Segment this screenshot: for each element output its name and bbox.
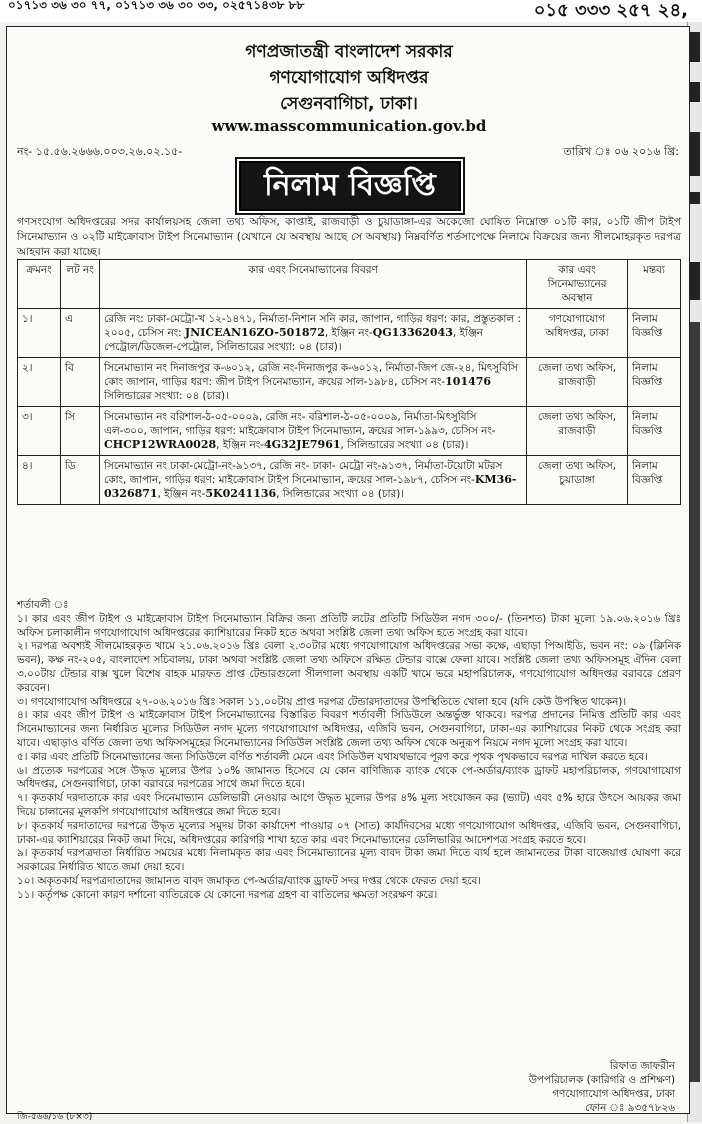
term-item: ৩। গণযোগাযোগ অধিদপ্তরে ২৭-০৬.২০১৬ খ্রিঃ সকাল ১১.০০টায় প্রাপ্ত দরপত্র টেন্ডারদাতাদের উপস্থিতিতে খোলা হবে (যদি কেউ উপস্থিত থাকেন)।: [17, 695, 627, 708]
row-remark: নিলাম বিজ্ঞপ্তি: [628, 358, 681, 407]
intro-paragraph: গণসংযোগ অধিদপ্তরের সদর কার্যালয়সহ জেলা তথ্য অফিস, কাপ্তাই, রাজবাড়ী ও চুয়াডাঙ্গা-এর অকেজো ঘোষিত নিম্নোক্ত ০১টি কার, ০১টি জীপ টাইপ সিনেমাভ্যান ও ০২টি মাইক্রোবাস টাইপ সিনেমাভ্যান (যেখানে যে অবস্থায় আছে সে অবস্থায়) নিম্নবর্ণিত শর্তসাপেক্ষে নিলামে বিক্রয়ের জন্য সীলমোহরকৃত দরপত্র আহবান করা যাচ্ছে।: [17, 216, 681, 258]
top-strip: [0, 0, 702, 22]
term-item: ৭। কৃতকার্য দরদাতাকে কার এবং সিনেমাভ্যান ডেলিভারী নেওয়ার আগে উদ্ধৃত মূল্যের উপর ৪% মূল্য সংযোজন কর (ভ্যাট) এবং ৫% হারে উৎসে আয়কর জমা দিয়ে চালানের মূলকপি গণযোগাযোগ অধিদপ্তরে জমা দিতে হবে।: [17, 792, 681, 818]
header-remark: মন্তব্য: [628, 260, 681, 309]
footer-code: জি-৫৬৬/১৬ (৮×৩): [17, 1112, 93, 1122]
row-remark: নিলাম বিজ্ঞপ্তি: [628, 407, 681, 456]
row-description: সিনেমাভ্যান নং ঢাকা-মেট্রো-নং-৯১৩৭, রেজি নং- ঢাকা- মেট্রো নং-৯১৩৭, নির্মাতা-টয়োটা মটরস কোং, জাপান, গাড়ির ধরণ: মাইক্রোবাস টাইপ সিনেমাভ্যান, ক্রয়ের সাল-১৯৮৭, চেসিস নং-KM36-0326871, ইঞ্জিন নং-5K0241136, সিলিন্ডারের সংখ্যা ০৪ (চার)।: [100, 456, 527, 505]
row-remark: নিলাম বিজ্ঞপ্তি: [628, 456, 681, 505]
row-location: জেলা তথ্য অফিস, রাজবাড়ী: [527, 407, 628, 456]
engine-number: 5K0241136: [205, 487, 277, 500]
table-row: [18, 407, 681, 456]
term-item: ৯। কৃতকার্য দরপত্রদাতা নির্ধারিত সময়ের মধ্যে নিলামকৃত কার এবং সিনেমাভ্যানের মূল্য বাবদ টাকা জমা দিতে ব্যর্থ হলে জামানতের টাকা বাজেয়াপ্ত ঘোষণা করে সরকারের নির্ধারিত খাতে জমা দেয়া হবে।: [17, 847, 681, 874]
memo-number: নং- ১৫.৫৬.২৬৬৬.০০৩.২৬.০২.১৫-: [17, 145, 183, 158]
header-website: www.masscommunication.gov.bd: [211, 117, 487, 135]
term-item: ১১। কর্তৃপক্ষ কোনো কারণ দর্শানো ব্যতিরেকে যে কোনো দরপত্র গ্রহণ বা বাতিলের ক্ষমতা সংরক্ষণ করে।: [17, 888, 438, 901]
term-item: ৬। প্রত্যেক দরপত্রের সঙ্গে উদ্ধৃত মূল্যের উপর ১০% জামানত হিসেবে যে কোন বাণিজ্যিক ব্যাংক থেকে পে-অর্ডার/ব্যাংক ড্রাফট মহাপরিচালক, গণযোগাযোগ অধিদপ্তর, সেগুনবাগিচা, ঢাকা বরাবরে দরপত্রের সাথে জমা দিতে হবে।: [17, 764, 681, 791]
header-address: সেগুনবাগিচা, ঢাকা।: [280, 94, 418, 114]
engine-number: 4G32JE7961: [263, 438, 341, 451]
row-description: সিনেমাভ্যান নং বরিশাল-ঠ-০৫-০০০৯, রেজি নং- বরিশাল-ঠ-০৫-০০০৯, নির্মাতা-মিৎসুবিসি এল-৩০০, জাপান, গাড়ির ধরণ: মাইক্রোবাস টাইপ সিনেমাভ্যান, ক্রয়ের সাল-১৯৯৩, চেসিস নং-CHCP12WRA0028, ইঞ্জিন নং-4G32JE7961, সিলিন্ডারের সংখ্যা ০৪ (চার)।: [100, 407, 527, 456]
term-item: ৫। কার এবং প্রতিটি সিনেমাভ্যানের জন্য সিডিউলে বর্ণিত শর্তাবলী মেনে এবং সিডিউল যথাযথভাবে পূরণ করে পৃথক পৃথকভাবে দরপত্র দাখিল করতে হবে।: [17, 750, 648, 763]
header-serial: ক্রমনং: [18, 260, 61, 309]
row-description: রেজি নং: ঢাকা-মেট্রো-খ ১২-১৪৭১, নির্মাতা-নিশান সনি কার, জাপান, গাড়ির ধরণ: কার, প্রস্তুতকাল : ২০০৫, চেসিস নং: JNICEAN16ZO-501872, ইঞ্জিন নং-QG13362043, ইঞ্জিন পেট্রোল/ডিজেল-পেট্রোল, সিলিন্ডারের সংখ্যা: ০৪ (চার)।: [100, 309, 527, 358]
row-serial: ২।: [18, 358, 61, 407]
signatory-name: রিফাত জাফরীন: [609, 1060, 675, 1072]
header-lot: লট নং: [61, 260, 100, 309]
row-location: জেলা তথ্য অফিস, রাজবাড়ী: [527, 358, 628, 407]
row-lot: বি: [61, 358, 100, 407]
header-description: কার এবং সিনেমাভ্যানের বিবরণ: [100, 260, 527, 309]
chassis-number: CHCP12WRA0028: [104, 438, 217, 451]
row-location: জেলা তথ্য অফিস, চুয়াডাঙ্গা: [527, 456, 628, 505]
row-description: সিনেমাভ্যান নং দিনাজপুর ক-৬০১২, রেজি নং-দিনাজপুর ক-৬০১২, নির্মাতা-জিপ জে-২৪, মিৎসুবিসি কোং জাপান, গাড়ির ধরণ: জীপ টাইপ সিনেমাভ্যান, ক্রয়ের সাল-১৯৮৪, চেসিস নং-101476 সিলিন্ডারের সংখ্যা: ০৪ (চার)।: [100, 358, 527, 407]
row-remark: নিলাম বিজ্ঞপ্তি: [628, 309, 681, 358]
chassis-number: KM36-0326871: [104, 473, 517, 500]
chassis-number: 101476: [445, 375, 492, 388]
terms-heading: শর্তাবলী ঃ: [17, 599, 69, 611]
row-serial: ৩।: [18, 407, 61, 456]
top-strip-right-text: ০১৫ ৩৩৩ ২৫৭ ২৪,: [533, 0, 688, 21]
term-item: ১। কার এবং জীপ টাইপ ও মাইক্রোবাস টাইপ সিনেমাভ্যান বিক্রির জন্য প্রতিটি লটের প্রতিটি সিডিউল নগদ ৩০০/- (তিনশত) টাকা মূল্যে ১৯.০৬.২০১৬ খ্রিঃ অফিস চলাকালীন গণযোগাযোগ অধিদপ্তরের ক্যাশিয়ারের নিকট হতে অথবা সংশ্লিষ্ট জেলা তথ্য অফিস হতে সংগ্রহ করা যাবে।: [17, 612, 681, 639]
term-item: ৪। কার এবং জীপ টাইপ ও মাইক্রোবাস টাইপ সিনেমাভ্যানের বিস্তারিত বিবরণ শর্তাবলী সিডিউলে অন্তর্ভুক্ত থাকবে। দরপত্র প্রদানের নিমিত্ত প্রতিটি কার এবং সিনেমাভ্যানের জন্য নির্ধারিত মূল্যের সিডিউল নগদ মূল্যে গণযোগাযোগ অধিদপ্তর, এজিবি ভবন, সেগুনবাগিচা, ঢাকা-এর ক্যাশিয়ারের নিকট থেকে সংগ্রহ করা যাবে। এছাড়াও বর্ণিত জেলা তথ্য অফিসসমূহের সিনেমাভ্যানের সিডিউল সংশ্লিষ্ট জেলা তথ্য অফিস থেকে অনুরূপ নিয়মে নগদ মূল্যে সংগ্রহ করা যাবে।: [17, 709, 681, 749]
row-lot: ডি: [61, 456, 100, 505]
signatory-phone: ফোন ঃ ৯৩৫৭৮২৬: [585, 1102, 675, 1114]
term-item: ২। দরপত্র অবশ্যই সীলমোহরকৃত খামে ২১.০৬.২০১৬ খ্রিঃ বেলা ২.৩০টার মধ্যে গণযোগাযোগ অধিদপ্তরের সভা কক্ষে, এছাড়া পিআইডি, ভবন নং: ০৯ (ক্লিনিক ভবন), কক্ষ নং-২০৫, বাংলাদেশ সচিবালয়, ঢাকা অথবা সংশ্লিষ্ট জেলা তথ্য অফিসে রক্ষিত টেন্ডার বাক্সে ফেলা যাবে। সংশ্লিষ্ট জেলা তথ্য অফিসসমূহ ঐদিন বেলা ৩.০০টায় টেন্ডার বাক্স খুলে বিশেষ বাহক মারফত প্রাপ্ত টেন্ডারগুলো সীলগালা অবস্থায় একটি খামে ভরে মহাপরিচালক, গণযোগাযোগ অধিদপ্তর বরাবরে প্রেরণ করবেন।: [17, 640, 681, 694]
row-location: গণযোগাযোগ অধিদপ্তর, ঢাকা: [527, 309, 628, 358]
table-header-row: [18, 260, 681, 309]
table-row: [18, 309, 681, 358]
row-lot: সি: [61, 407, 100, 456]
row-lot: এ: [61, 309, 100, 358]
top-strip-left-text: ০১৭১৩ ৩৬ ৩০ ৭৭, ০১৭১৩ ৩৬ ৩০ ৩৩, ০২৫৭১৪৩৮ ৮৮: [8, 0, 305, 12]
signatory-office: গণযোগাযোগ অধিদপ্তর, ঢাকা: [552, 1088, 675, 1100]
notice-page: [6, 26, 690, 1122]
chassis-number: JNICEAN16ZO-501872: [184, 326, 325, 339]
terms-section: [17, 599, 681, 903]
notice-date: তারিখ ঃ ০৬ ২০১৬ খ্রি:: [563, 145, 679, 158]
table-row: [18, 358, 681, 407]
signatory-designation: উপপরিচালক (কারিগরি ও প্রশিক্ষণ): [528, 1074, 675, 1086]
header-department: গণযোগাযোগ অধিদপ্তর: [269, 68, 429, 88]
row-serial: ৪।: [18, 456, 61, 505]
term-item: ৮। কৃতকার্য দরদাতাদের দরপত্রে উদ্ধৃত মূল্যের সমুদয় টাকা কার্যাদেশ পাওয়ার ০৭ (সাত) কার্যদিবসের মধ্যে গণযোগাযোগ অধিদপ্তর, এজিবি ভবন, সেগুনবাগিচা, ঢাকা-এর ক্যাশিয়ারের নিকট জমা দিয়ে, অধিদপ্তরের কারিগরি শাখা হতে কার এবং সিনেমাভ্যানের ডেলিভারির আদেশপত্র সংগ্রহ করতে হবে।: [17, 819, 681, 846]
term-item: ১০। অকৃতকার্য দরপত্রদাতাদের জামানত বাবদ জমাকৃত পে-অর্ডার/ব্যাংক ড্রাফট সদর দপ্তর থেকে ফেরত দেয়া হবে।: [17, 874, 481, 887]
header-location: কার এবং সিনেমাভ্যানের অবস্থান: [527, 260, 628, 309]
notice-title-banner: নিলাম বিজ্ঞপ্তি: [239, 161, 461, 211]
header-government: গণপ্রজাতন্ত্রী বাংলাদেশ সরকার: [245, 42, 453, 62]
lot-table: [17, 259, 681, 505]
table-row: [18, 456, 681, 505]
row-serial: ১।: [18, 309, 61, 358]
signature-block: [529, 1059, 675, 1115]
engine-number: QG13362043: [372, 326, 453, 339]
